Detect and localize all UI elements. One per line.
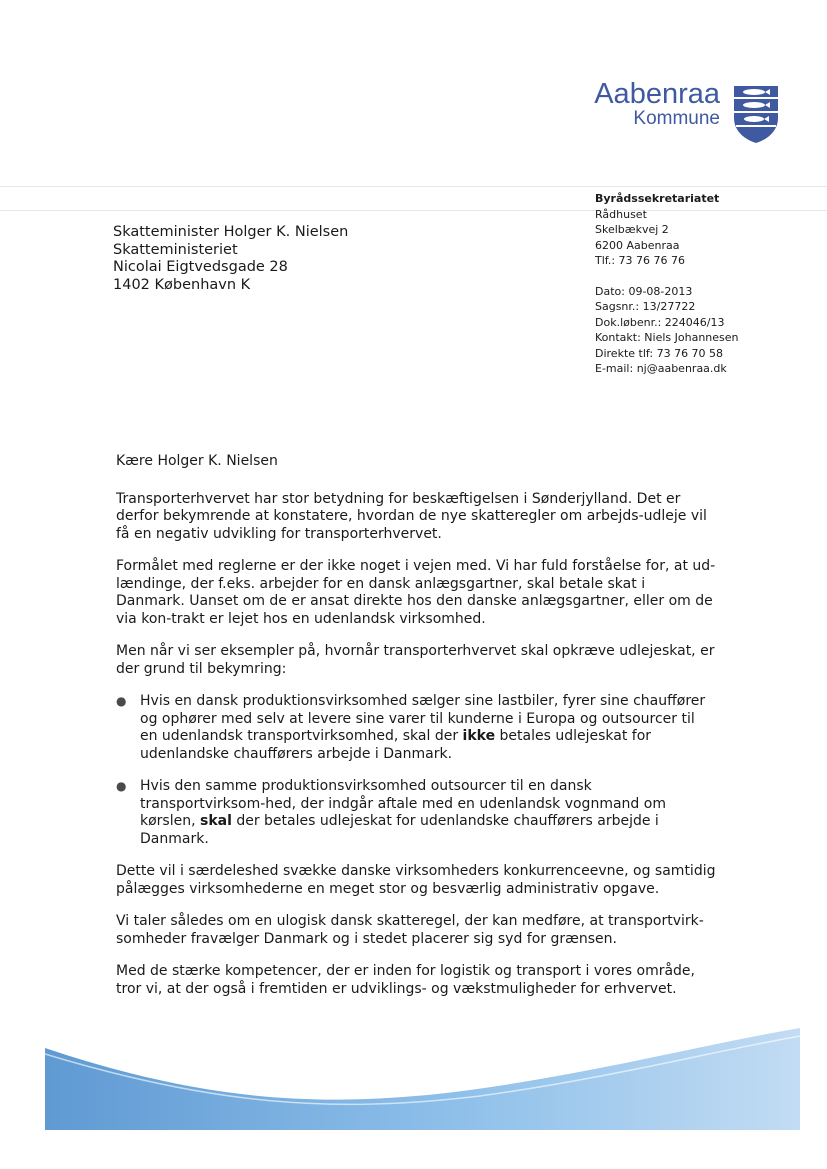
paragraph-2: Formålet med reglerne er der ikke noget i vejen med. Vi har fuld forståelse for, at ud-lændinge, der f.eks. arbejder for en dansk anlægsgartner, skal betale skat i Danmark. Uanset om de er ansat direkte hos den danske anlægsgartner, eller om de via kon-trakt er lejet hos en udenlandsk virksomhed.	[116, 558, 716, 627]
recipient-city: 1402 København K	[113, 276, 251, 293]
direct-phone: Direkte tlf: 73 76 70 58	[595, 346, 724, 360]
bullet-2-text-a: Hvis den samme produktionsvirksomhed outsourcer til en dansk transportvirksom-hed, der indgår aftale med en udenlandsk vognmand om kørslen,	[140, 778, 666, 829]
paragraph-3: Men når vi ser eksempler på, hvornår transporterhvervet skal opkræve udlejeskat, er der grund til bekymring:	[116, 643, 715, 677]
letter-date: Dato: 09-08-2013	[595, 284, 693, 298]
paragraph-6: Med de stærke kompetencer, der er inden for logistik og transport i vores område, tror vi, at der også i fremtiden er udviklings- og vækstmuligheder for erhvervet.	[116, 963, 695, 997]
letter-body	[116, 453, 716, 1013]
bullet-item-2	[116, 778, 716, 848]
coat-of-arms-icon	[732, 84, 780, 144]
paragraph-1: Transporterhvervet har stor betydning for beskæftigelsen i Sønderjylland. Det er derfor bekymrende at konstatere, hvordan de nye skatteregler om arbejds-udleje vil få en negativ udvikling for transporterhvervet.	[116, 490, 707, 542]
sender-department: Byrådssekretariatet	[595, 192, 720, 205]
header-rule-top	[0, 186, 827, 187]
bullet-item-1	[116, 693, 716, 763]
bullet-icon: ●	[116, 779, 127, 793]
recipient-address	[113, 224, 348, 294]
recipient-street: Nicolai Eigtvedsgade 28	[113, 259, 288, 275]
logo-name: Aabenraa	[594, 78, 720, 110]
bullet-2-text-b: der betales udlejeskat for udenlandske chaufførers arbejde i Danmark.	[140, 813, 659, 847]
bullet-1-text-a: Hvis en dansk produktionsvirksomhed sælger sine lastbiler, fyrer sine chauffører og ophører med selv at levere sine varer til kunderne i Europa og outsourcer til en udenlandsk transportvirksomhed, skal der	[140, 693, 706, 744]
recipient-organization: Skatteministeriet	[113, 241, 238, 258]
bullet-list	[116, 693, 716, 848]
sender-building: Rådhuset	[595, 207, 647, 221]
document-number: Dok.løbenr.: 224046/13	[595, 315, 725, 329]
paragraph-4: Dette vil i særdeleshed svække danske virksomheders konkurrenceevne, og samtidig pålægges virksomhederne en meget stor og besværlig administrativ opgave.	[116, 863, 716, 897]
municipality-logo	[590, 78, 790, 148]
contact-person: Kontakt: Niels Johannesen	[595, 331, 739, 344]
bullet-2-emphasis: skal	[200, 813, 232, 829]
bullet-icon: ●	[116, 694, 127, 708]
greeting: Kære Holger K. Nielsen	[116, 453, 278, 469]
sender-info	[595, 191, 739, 377]
bullet-1-emphasis: ikke	[462, 728, 496, 744]
sender-phone: Tlf.: 73 76 76 76	[595, 254, 686, 267]
recipient-name: Skatteminister Holger K. Nielsen	[113, 224, 349, 240]
sender-city: 6200 Aabenraa	[595, 238, 680, 252]
bullet-1-text-b: betales udlejeskat for udenlandske chaufførers arbejde i Danmark.	[140, 728, 652, 762]
sender-street: Skelbækvej 2	[595, 223, 669, 236]
logo-subtitle: Kommune	[633, 108, 720, 129]
contact-email: E-mail: nj@aabenraa.dk	[595, 362, 727, 375]
paragraph-5: Vi taler således om en ulogisk dansk skatteregel, der kan medføre, at transportvirk-somheder fravælger Danmark og i stedet placerer sig syd for grænsen.	[116, 913, 704, 947]
footer-wave	[0, 1020, 827, 1130]
case-number: Sagsnr.: 13/27722	[595, 300, 696, 313]
